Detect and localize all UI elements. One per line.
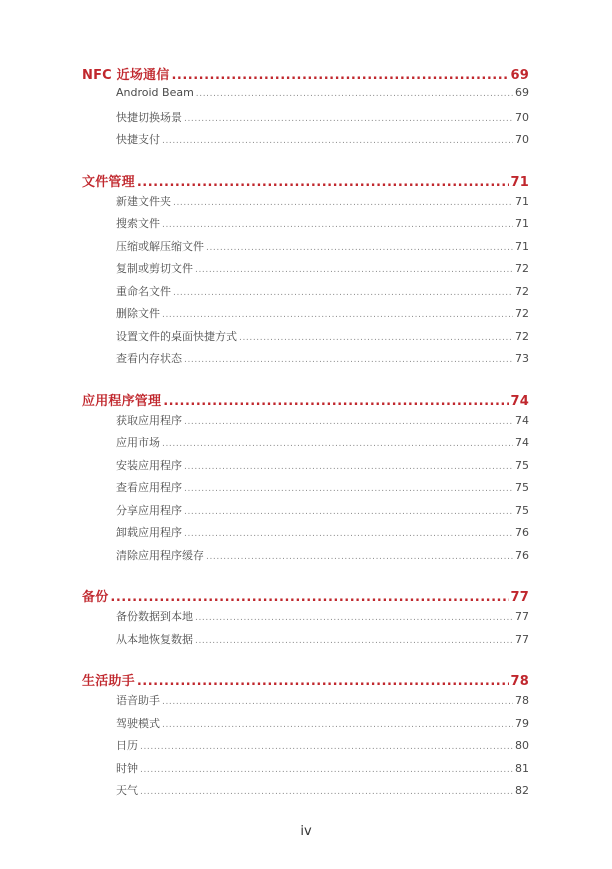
toc-entry-page: 79 <box>515 716 529 730</box>
dot-leader <box>184 529 513 539</box>
toc-entry[interactable] <box>116 692 529 715</box>
toc-heading-title: 备份 <box>82 590 109 605</box>
toc-entry[interactable] <box>116 631 529 654</box>
toc-section-file-management <box>82 171 529 373</box>
toc-entry-title: 驾驶模式 <box>116 716 160 730</box>
toc-heading-page: 78 <box>510 674 529 689</box>
toc-entry-title: 清除应用程序缓存 <box>116 548 204 562</box>
toc-entry-title: 日历 <box>116 739 138 752</box>
toc-entry[interactable] <box>116 283 529 306</box>
toc-entry-title: 查看内存状态 <box>116 352 182 365</box>
toc-entry-title: 语音助手 <box>116 694 160 707</box>
dot-leader <box>195 636 513 646</box>
dot-leader <box>162 220 513 230</box>
toc-heading[interactable] <box>82 171 529 193</box>
toc-entry-title: 压缩或解压缩文件 <box>116 239 204 253</box>
toc-entry[interactable] <box>116 193 529 216</box>
dot-leader <box>173 288 513 298</box>
toc-entry[interactable] <box>116 412 529 435</box>
dot-leader <box>140 787 513 797</box>
dot-leader <box>140 742 513 752</box>
toc-heading-page: 74 <box>510 393 529 409</box>
toc-entry-title: 删除文件 <box>116 307 160 320</box>
dot-leader <box>184 462 513 472</box>
toc-entry-page: 69 <box>515 86 529 99</box>
toc-heading-page: 71 <box>510 174 529 190</box>
toc-entry[interactable] <box>116 86 529 109</box>
toc-section-life-assistant <box>82 670 529 805</box>
toc-entry-page: 75 <box>515 458 529 472</box>
toc-entry-page: 76 <box>515 526 529 539</box>
toc-entry[interactable] <box>116 434 529 457</box>
dot-leader <box>162 136 513 146</box>
dot-leader <box>137 674 509 689</box>
toc-entry-page: 72 <box>515 329 529 343</box>
dot-leader <box>184 417 513 427</box>
dot-leader <box>162 310 513 320</box>
toc-entry-page: 71 <box>515 239 529 253</box>
toc-entry-title: 重命名文件 <box>116 284 171 298</box>
dot-leader <box>110 590 508 605</box>
toc-entry-page: 70 <box>515 133 529 146</box>
toc-entry[interactable] <box>116 328 529 351</box>
toc-entry[interactable] <box>116 524 529 547</box>
dot-leader <box>163 394 508 409</box>
dot-leader <box>196 89 513 99</box>
toc-heading[interactable] <box>82 390 529 412</box>
table-of-contents <box>82 64 529 822</box>
toc-entry[interactable] <box>116 502 529 525</box>
toc-entry-page: 76 <box>515 548 529 562</box>
toc-entry[interactable] <box>116 547 529 570</box>
dot-leader <box>184 484 513 494</box>
toc-entry-title: 快捷切换场景 <box>116 110 182 124</box>
dot-leader <box>140 765 513 775</box>
toc-entry-title: 查看应用程序 <box>116 481 182 494</box>
dot-leader <box>184 355 513 365</box>
toc-heading[interactable] <box>82 586 529 608</box>
dot-leader <box>162 720 513 730</box>
toc-entry-page: 82 <box>515 784 529 797</box>
toc-entry-title: 从本地恢复数据 <box>116 632 193 646</box>
toc-entry[interactable] <box>116 782 529 805</box>
dot-leader <box>184 114 513 124</box>
toc-entry[interactable] <box>116 238 529 261</box>
toc-entry-page: 70 <box>515 110 529 124</box>
toc-section-app-management <box>82 390 529 570</box>
toc-entry[interactable] <box>116 350 529 373</box>
toc-entry-title: Android Beam <box>116 86 194 99</box>
toc-entry-page: 81 <box>515 761 529 775</box>
toc-entry[interactable] <box>116 215 529 238</box>
toc-entry[interactable] <box>116 715 529 738</box>
toc-entry-title: 分享应用程序 <box>116 503 182 517</box>
toc-entry[interactable] <box>116 479 529 502</box>
toc-heading[interactable] <box>82 64 529 86</box>
toc-entry[interactable] <box>116 760 529 783</box>
toc-entry-title: 时钟 <box>116 761 138 775</box>
toc-heading-page: 77 <box>510 590 529 605</box>
toc-heading[interactable] <box>82 670 529 692</box>
toc-entry-page: 71 <box>515 194 529 208</box>
toc-entry-page: 71 <box>515 217 529 230</box>
dot-leader <box>184 507 513 517</box>
dot-leader <box>206 552 513 562</box>
toc-entry-page: 77 <box>515 632 529 646</box>
toc-heading-page: 69 <box>510 68 529 83</box>
dot-leader <box>162 697 513 707</box>
toc-entry[interactable] <box>116 260 529 283</box>
toc-entry-title: 新建文件夹 <box>116 194 171 208</box>
toc-heading-title: NFC 近场通信 <box>82 68 170 83</box>
toc-entry-page: 73 <box>515 352 529 365</box>
toc-entry[interactable] <box>116 131 529 154</box>
toc-entry-title: 天气 <box>116 784 138 797</box>
toc-heading-title: 文件管理 <box>82 174 135 190</box>
toc-entry-page: 72 <box>515 262 529 275</box>
toc-entry-page: 77 <box>515 610 529 623</box>
toc-entry[interactable] <box>116 109 529 132</box>
toc-entry-title: 获取应用程序 <box>116 413 182 427</box>
dot-leader <box>195 613 513 623</box>
toc-section-backup <box>82 586 529 653</box>
toc-entry-title: 设置文件的桌面快捷方式 <box>116 329 237 343</box>
page-number: iv <box>300 824 312 839</box>
toc-entry-title: 快捷支付 <box>116 133 160 146</box>
toc-entry-title: 搜索文件 <box>116 217 160 230</box>
toc-entry-page: 72 <box>515 284 529 298</box>
dot-leader <box>137 175 509 190</box>
toc-entry[interactable] <box>116 737 529 760</box>
dot-leader <box>206 243 513 253</box>
toc-entry[interactable] <box>116 608 529 631</box>
dot-leader <box>239 333 513 343</box>
toc-heading-title: 生活助手 <box>82 674 135 689</box>
toc-entry[interactable] <box>116 457 529 480</box>
toc-entry-page: 75 <box>515 481 529 494</box>
toc-entry-page: 72 <box>515 307 529 320</box>
dot-leader <box>171 68 508 83</box>
toc-entry-page: 75 <box>515 503 529 517</box>
toc-entry-page: 74 <box>515 413 529 427</box>
toc-entry-page: 80 <box>515 739 529 752</box>
toc-entry-title: 应用市场 <box>116 436 160 449</box>
dot-leader <box>173 198 513 208</box>
toc-entry-title: 安装应用程序 <box>116 458 182 472</box>
toc-entry[interactable] <box>116 305 529 328</box>
toc-heading-title: 应用程序管理 <box>82 393 162 409</box>
toc-entry-page: 78 <box>515 694 529 707</box>
toc-entry-title: 备份数据到本地 <box>116 610 193 623</box>
dot-leader <box>195 265 513 275</box>
toc-entry-title: 卸载应用程序 <box>116 526 182 539</box>
toc-entry-title: 复制或剪切文件 <box>116 262 193 275</box>
dot-leader <box>162 439 513 449</box>
toc-entry-page: 74 <box>515 436 529 449</box>
toc-section-nfc <box>82 64 529 154</box>
